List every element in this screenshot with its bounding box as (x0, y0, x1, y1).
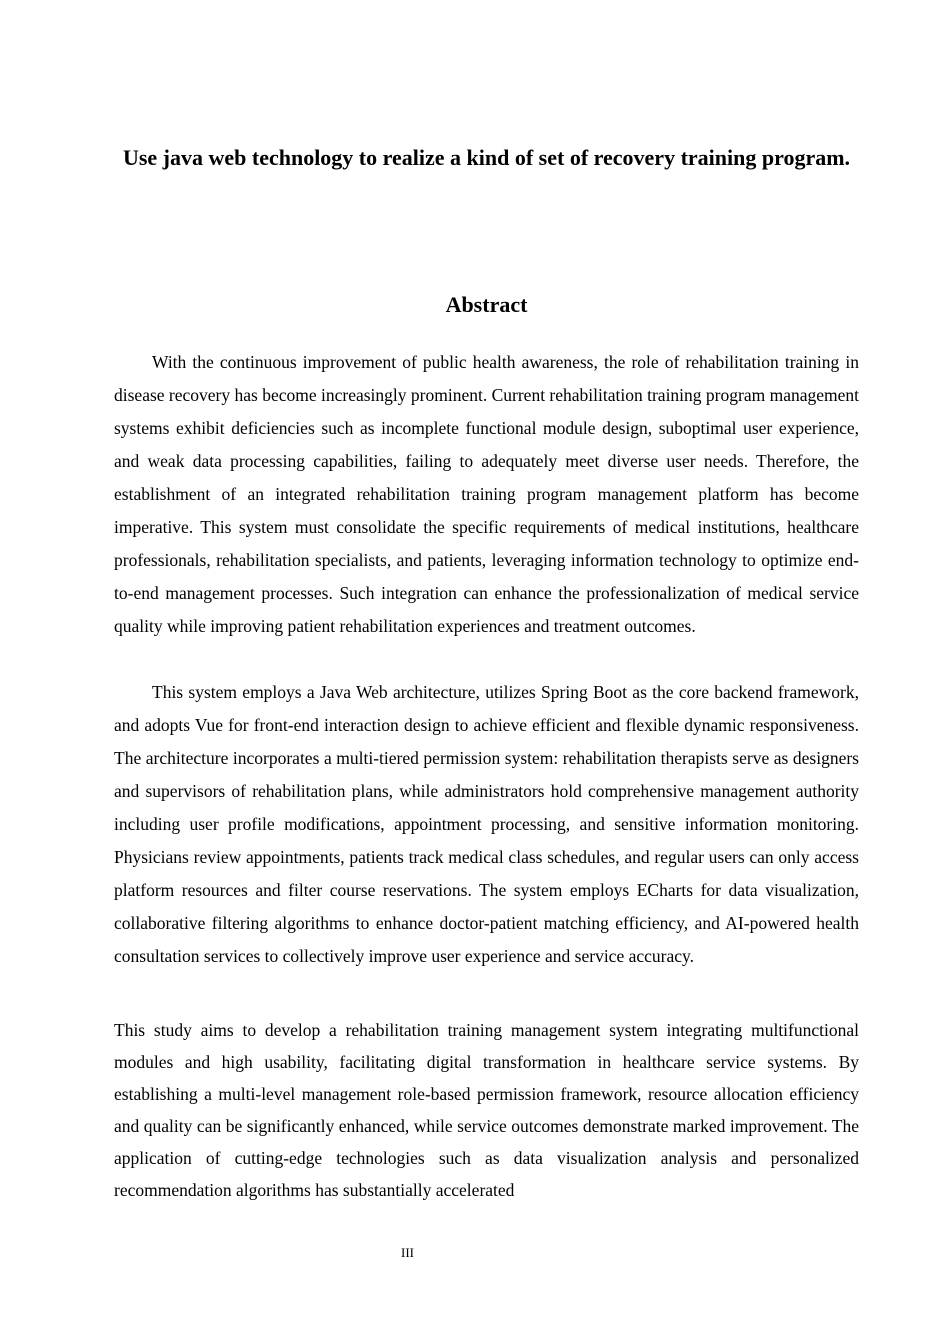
abstract-paragraph-1: With the continuous improvement of public health awareness, the role of rehabilitation training in disease recovery has become increasingly prominent. Current rehabilitation training program management systems exhibit deficiencies such as incomplete functional module design, suboptimal user experience, and weak data processing capabilities, failing to adequately meet diverse user needs. Therefore, the establishment of an integrated rehabilitation training program management platform has become imperative. This system must consolidate the specific requirements of medical institutions, healthcare professionals, rehabilitation specialists, and patients, leveraging information technology to optimize end-to-end management processes. Such integration can enhance the professionalization of medical service quality while improving patient rehabilitation experiences and treatment outcomes. (114, 352, 859, 636)
abstract-paragraph-3: This study aims to develop a rehabilitation training management system integrating multifunctional modules and high usability, facilitating digital transformation in healthcare service systems. By establishing a multi-level management role-based permission framework, resource allocation efficiency and quality can be significantly enhanced, while service outcomes demonstrate marked improvement. The application of cutting-edge technologies such as data visualization analysis and personalized recommendation algorithms has substantially accelerated (114, 1020, 859, 1200)
document-title: Use java web technology to realize a kind of set of recovery training program. (122, 145, 851, 170)
abstract-paragraph-2: This system employs a Java Web architecture, utilizes Spring Boot as the core backend framework, and adopts Vue for front-end interaction design to achieve efficient and flexible dynamic responsiveness. The architecture incorporates a multi-tiered permission system: rehabilitation therapists serve as designers and supervisors of rehabilitation plans, while administrators hold comprehensive management authority including user profile modifications, appointment processing, and sensitive information monitoring. Physicians review appointments, patients track medical class schedules, and regular users can only access platform resources and filter course reservations. The system employs ECharts for data visualization, collaborative filtering algorithms to enhance doctor-patient matching efficiency, and AI-powered health consultation services to collectively improve user experience and service accuracy. (114, 682, 859, 966)
abstract-heading: Abstract (445, 292, 528, 317)
page-number: III (401, 1245, 414, 1260)
